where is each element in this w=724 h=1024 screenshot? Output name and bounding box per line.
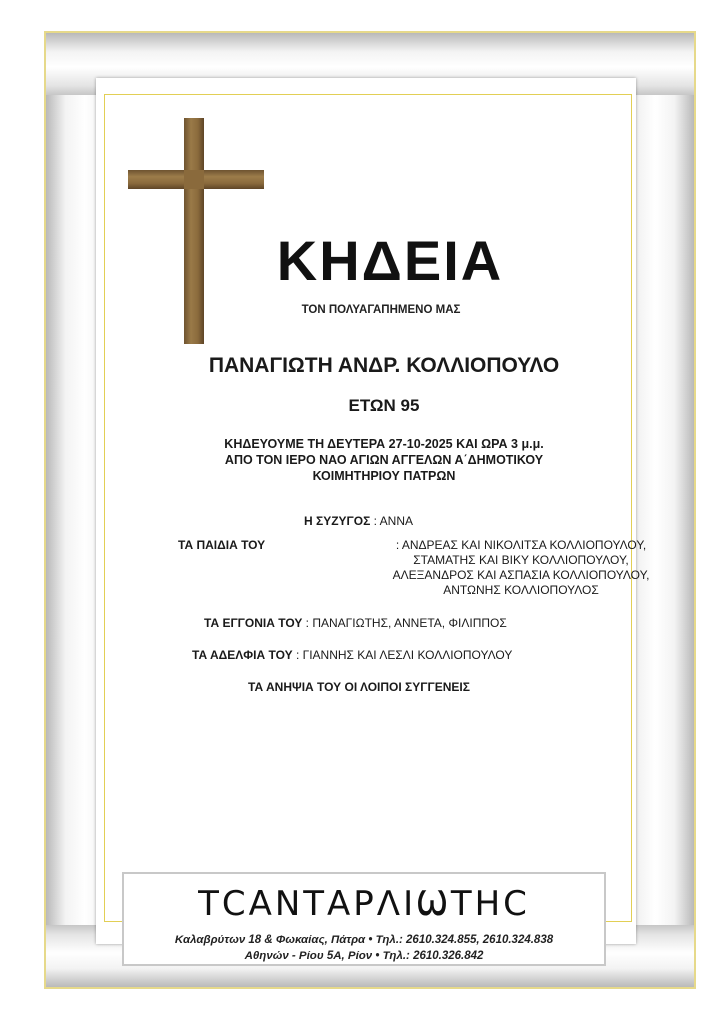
spouse-label: Η ΣΥΖΥΓΟΣ [304,514,371,528]
children-label: ΤΑ ΠΑΙΔΙΑ ΤΟΥ [178,538,266,552]
children-line: ΑΛΕΞΑΝΔΡΟΣ ΚΑΙ ΑΣΠΑΣΙΑ ΚΟΛΛΙΟΠΟΥΛΟΥ, [392,568,650,582]
siblings-row [192,648,512,663]
children-names [366,538,676,598]
footer-address-2: Αθηνών - Ρίου 5Α, Ρίον • Τηλ.: 2610.326.842 [244,950,484,962]
notice-title: ΚΗΔΕΙΑ [276,229,504,292]
grandchildren-names: : ΠΑΝΑΓΙΩΤΗΣ, ΑΝΝΕΤΑ, ΦΙΛΙΠΠΟΣ [305,616,507,630]
service-details [104,436,664,484]
service-line: ΚΟΙΜΗΤΗΡΙΟΥ ΠΑΤΡΩΝ [312,469,456,483]
children-line: ΑΝΤΩΝΗΣ ΚΟΛΛΙΟΠΟΥΛΟΣ [443,583,599,597]
deceased-name: ΠΑΝΑΓΙΩΤΗ ΑΝΔΡ. ΚΟΛΛΙΟΠΟΥΛΟ [208,354,560,377]
spouse-row [304,514,413,529]
notice-subtitle: ΤΟΝ ΠΟΛΥΑΓΑΠΗΜΕΝΟ ΜΑΣ [301,304,461,316]
deceased-age: ΕΤΩΝ 95 [348,396,420,415]
wooden-cross-icon [128,118,264,344]
service-line: ΑΠΟ ΤΟΝ ΙΕΡΟ ΝΑΟ ΑΓΙΩΝ ΑΓΓΕΛΩΝ Α΄ΔΗΜΟΤΙΚΟΥ [224,453,544,467]
children-line: ΣΤΑΜΑΤΗΣ ΚΑΙ ΒΙΚΥ ΚΟΛΛΙΟΠΟΥΛΟΥ, [413,553,629,567]
footer-address-1: Καλαβρύτων 18 & Φωκαίας, Πάτρα • Τηλ.: 2610.324.855, 2610.324.838 [174,934,554,946]
children-row [178,538,658,602]
funeral-home-footer [122,872,606,966]
children-line: : ΑΝΔΡΕΑΣ ΚΑΙ ΝΙΚΟΛΙΤΣΑ ΚΟΛΛΙΟΠΟΥΛΟΥ, [395,538,647,552]
relatives-line: ΤΑ ΑΝΗΨΙΑ ΤΟΥ ΟΙ ΛΟΙΠΟΙ ΣΥΓΓΕΝΕΙΣ [248,680,470,694]
funeral-home-logo: ΤϹΑΝΤΑΡΛΙѠΤΗϹ [198,884,530,924]
siblings-names: : ΓΙΑΝΝΗΣ ΚΑΙ ΛΕΣΛΙ ΚΟΛΛΙΟΠΟΥΛΟΥ [295,648,513,662]
service-line: ΚΗΔΕΥΟΥΜΕ ΤΗ ΔΕΥΤΕΡΑ 27-10-2025 ΚΑΙ ΩΡΑ 3 μ.μ. [224,437,544,451]
grandchildren-row [204,616,507,631]
grandchildren-label: ΤΑ ΕΓΓΟΝΙΑ ΤΟΥ [204,616,303,630]
spouse-name: : ΑΝΝΑ [373,514,413,528]
siblings-label: ΤΑ ΑΔΕΛΦΙΑ ΤΟΥ [192,648,293,662]
